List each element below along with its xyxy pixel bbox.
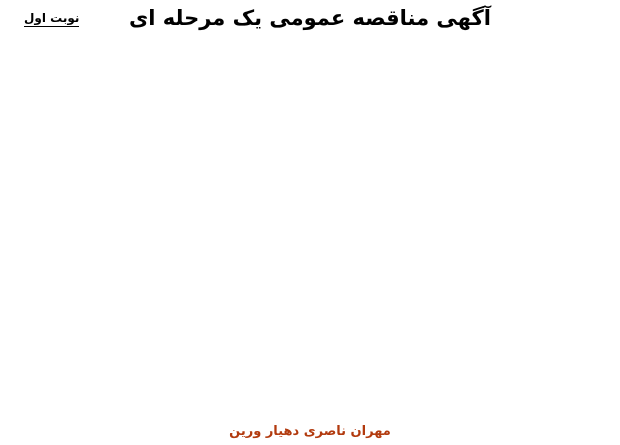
notice-title: آگهی مناقصه عمومی یک مرحله ای: [129, 6, 491, 30]
publication-round: نوبت اول: [24, 11, 80, 25]
notice-header: [10, 4, 610, 38]
publisher-signature: مهران ناصری دهیار ورین: [229, 424, 391, 439]
